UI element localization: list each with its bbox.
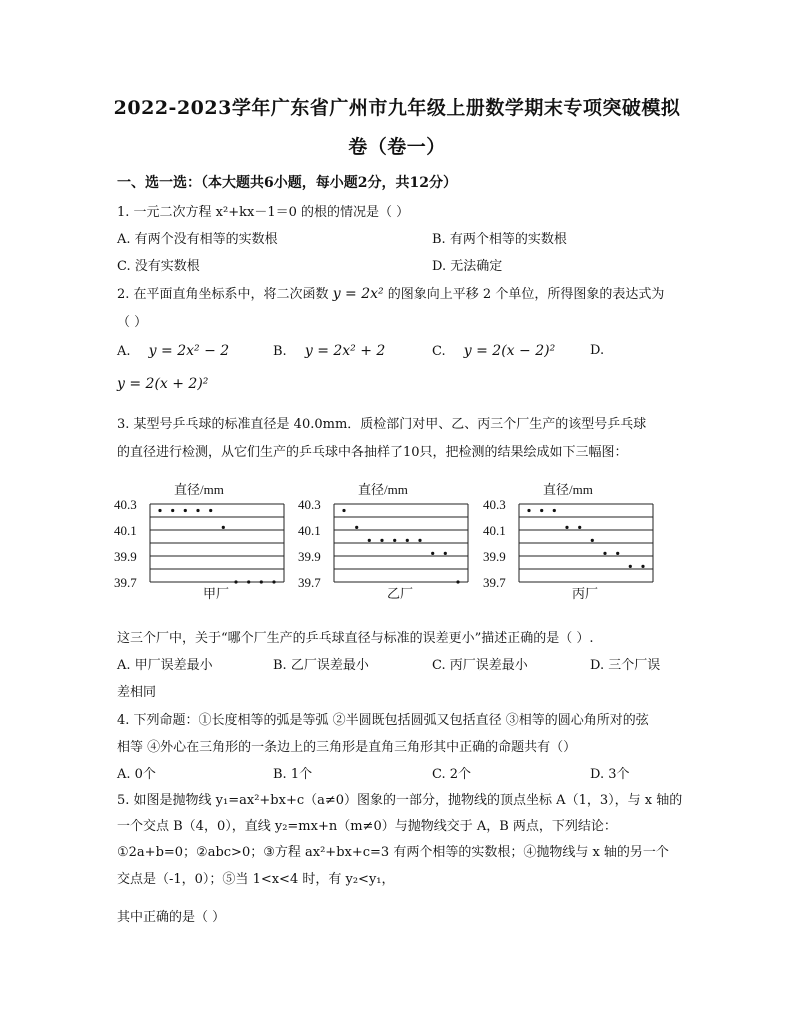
q2-option-b-label: B. bbox=[273, 344, 287, 359]
chart-point bbox=[418, 539, 421, 542]
chart-point bbox=[553, 509, 556, 512]
chart-tick-label: 39.9 bbox=[114, 549, 137, 564]
chart-svg bbox=[112, 478, 290, 608]
exam-title-line2: 卷（卷一） bbox=[348, 136, 446, 158]
q2-stem-expr: y = 2x² bbox=[332, 286, 384, 302]
q2-option-d-expr-text: y = 2(x + 2)² bbox=[117, 376, 209, 392]
chart-xlabel: 乙厂 bbox=[387, 586, 414, 601]
q4-option-d: D. 3个 bbox=[590, 767, 630, 782]
q1-stem: 1. 一元二次方程 x²+kx－1＝0 的根的情况是（ ） bbox=[117, 205, 410, 220]
chart-tick-label: 40.3 bbox=[483, 497, 506, 512]
chart-point bbox=[368, 539, 371, 542]
chart-point bbox=[603, 552, 606, 555]
chart-point bbox=[209, 509, 212, 512]
q5-stem-line3: ①2a+b=0；②abc>0；③方程 ax²+bx+c=3 有两个相等的实数根；④抛物线与 x 轴的另一个 bbox=[117, 845, 669, 860]
chart-point bbox=[591, 539, 594, 542]
chart-point bbox=[616, 552, 619, 555]
q3-option-c: C. 丙厂误差最小 bbox=[432, 658, 528, 673]
q3-option-d-cont: 差相同 bbox=[117, 685, 157, 700]
chart-point bbox=[272, 580, 275, 583]
chart-point bbox=[456, 580, 459, 583]
chart-point bbox=[406, 539, 409, 542]
q5-stem-line4: 交点是（-1，0）；⑤当 1<x<4 时，有 y₂<y₁， bbox=[117, 872, 395, 887]
q2-option-b bbox=[273, 343, 385, 359]
q2-option-c-label: C. bbox=[432, 344, 446, 359]
chart-point bbox=[342, 509, 345, 512]
chart-point bbox=[222, 526, 225, 529]
chart-point bbox=[578, 526, 581, 529]
chart-title: 直径/mm bbox=[358, 482, 408, 497]
chart-svg bbox=[296, 478, 474, 608]
q2-option-a-expr: y = 2x² − 2 bbox=[148, 343, 230, 359]
q2-stem-part2: 的图象向上平移 2 个单位，所得图象的表达式为 bbox=[387, 287, 665, 302]
chart-point bbox=[196, 509, 199, 512]
chart-title: 直径/mm bbox=[174, 482, 224, 497]
q2-option-b-expr: y = 2x² + 2 bbox=[304, 343, 386, 359]
chart-point bbox=[393, 539, 396, 542]
chart-point bbox=[641, 565, 644, 568]
q3-option-b: B. 乙厂误差最小 bbox=[273, 658, 369, 673]
chart-yi bbox=[296, 478, 474, 608]
q3-question: 这三个厂中，关于“哪个厂生产的乒乓球直径与标准的误差更小”描述正确的是（ ）. bbox=[117, 631, 594, 646]
chart-tick-label: 39.7 bbox=[483, 575, 506, 590]
q3-option-d: D. 三个厂误 bbox=[590, 658, 661, 673]
chart-svg bbox=[481, 478, 659, 608]
q2-stem bbox=[117, 283, 664, 302]
chart-tick-label: 39.7 bbox=[114, 575, 137, 590]
q4-option-c: C. 2个 bbox=[432, 767, 472, 782]
chart-tick-label: 40.1 bbox=[298, 523, 321, 538]
chart-point bbox=[444, 552, 447, 555]
chart-xlabel: 丙厂 bbox=[572, 586, 599, 601]
chart-tick-label: 39.9 bbox=[298, 549, 321, 564]
chart-tick-label: 40.1 bbox=[483, 523, 506, 538]
chart-point bbox=[234, 580, 237, 583]
section-heading: 一、选一选：（本大题共6小题，每小题2分，共12分） bbox=[117, 175, 457, 191]
q2-option-a-label: A. bbox=[117, 344, 131, 359]
chart-tick-label: 40.3 bbox=[298, 497, 321, 512]
chart-point bbox=[171, 509, 174, 512]
q2-stem-bracket: （ ） bbox=[117, 315, 148, 330]
q2-option-a bbox=[117, 343, 229, 359]
chart-tick-label: 40.1 bbox=[114, 523, 137, 538]
chart-point bbox=[184, 509, 187, 512]
exam-title-line1: 2022-2023学年广东省广州市九年级上册数学期末专项突破模拟 bbox=[113, 97, 681, 119]
q3-option-a: A. 甲厂误差最小 bbox=[117, 658, 213, 673]
q4-option-a: A. 0个 bbox=[117, 767, 156, 782]
q4-stem-line2: 相等 ④外心在三角形的一条边上的三角形是直角三角形其中正确的命题共有（） bbox=[117, 740, 577, 755]
chart-point bbox=[540, 509, 543, 512]
q2-option-c-expr: y = 2(x − 2)² bbox=[463, 343, 556, 359]
q4-option-b: B. 1个 bbox=[273, 767, 313, 782]
chart-point bbox=[260, 580, 263, 583]
q1-option-d: D. 无法确定 bbox=[432, 259, 503, 274]
chart-title: 直径/mm bbox=[543, 482, 593, 497]
q2-option-d-expr bbox=[117, 376, 208, 392]
chart-point bbox=[247, 580, 250, 583]
q3-stem-line2: 的直径进行检测，从它们生产的乒乓球中各抽样了10只，把检测的结果绘成如下三幅图： bbox=[117, 445, 628, 460]
q1-option-a: A. 有两个没有相等的实数根 bbox=[117, 232, 278, 247]
q5-stem-line5: 其中正确的是（ ） bbox=[117, 910, 226, 925]
chart-tick-label: 39.7 bbox=[298, 575, 321, 590]
q2-option-c bbox=[432, 343, 555, 359]
q2-stem-part1: 2. 在平面直角坐标系中，将二次函数 bbox=[117, 287, 329, 302]
chart-bing bbox=[481, 478, 659, 608]
chart-point bbox=[565, 526, 568, 529]
chart-point bbox=[629, 565, 632, 568]
q1-option-c: C. 没有实数根 bbox=[117, 259, 200, 274]
q3-stem-line1: 3. 某型号乒乓球的标准直径是 40.0mm．质检部门对甲、乙、丙三个厂生产的该型号乒乓球 bbox=[117, 417, 647, 432]
q5-stem-line2: 一个交点 B（4，0），直线 y₂=mx+n（m≠0）与抛物线交于 A，B 两点，下列结论： bbox=[117, 819, 617, 834]
chart-xlabel: 甲厂 bbox=[203, 586, 230, 601]
chart-jia bbox=[112, 478, 290, 608]
chart-point bbox=[380, 539, 383, 542]
q4-stem-line1: 4. 下列命题：①长度相等的弧是等弧 ②半圆既包括圆弧又包括直径 ③相等的圆心角所对的弦 bbox=[117, 713, 649, 728]
chart-point bbox=[527, 509, 530, 512]
q2-option-d-label: D. bbox=[590, 343, 605, 358]
chart-tick-label: 40.3 bbox=[114, 497, 137, 512]
chart-point bbox=[431, 552, 434, 555]
chart-point bbox=[158, 509, 161, 512]
q5-stem-line1: 5. 如图是抛物线 y₁=ax²+bx+c（a≠0）图象的一部分，抛物线的顶点坐标 A（1，3），与 x 轴的 bbox=[117, 793, 683, 808]
chart-point bbox=[355, 526, 358, 529]
chart-tick-label: 39.9 bbox=[483, 549, 506, 564]
q1-option-b: B. 有两个相等的实数根 bbox=[432, 232, 567, 247]
